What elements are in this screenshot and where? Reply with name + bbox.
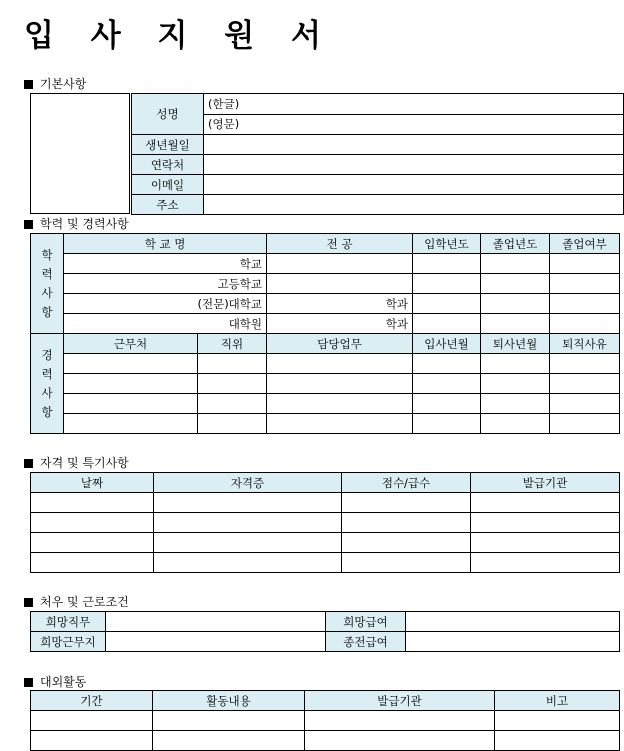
career-row [31, 414, 620, 434]
square-bullet-icon [24, 220, 33, 229]
career-header-position: 직위 [198, 334, 267, 354]
activities-cell[interactable] [153, 731, 305, 751]
career-cell[interactable] [198, 374, 267, 394]
edu-status-cell[interactable] [550, 294, 620, 314]
name-english-field[interactable] [204, 114, 624, 135]
basic-info-table [131, 93, 624, 215]
section-basic-label: 기본사항 [40, 77, 87, 91]
desired-salary-field[interactable] [406, 612, 620, 632]
career-cell[interactable] [481, 374, 550, 394]
career-cell[interactable] [267, 394, 413, 414]
career-cell[interactable] [267, 354, 413, 374]
edu-major-cell[interactable]: 학과 [267, 314, 413, 334]
career-cell[interactable] [481, 414, 550, 434]
section-certs-label: 자격 및 특기사항 [40, 456, 129, 470]
activities-cell[interactable] [31, 731, 153, 751]
activities-cell[interactable] [495, 731, 620, 751]
activities-header-issuer: 발급기관 [305, 691, 495, 711]
activities-table [30, 690, 620, 751]
certs-cell[interactable] [154, 513, 342, 533]
certs-cell[interactable] [154, 553, 342, 573]
activities-row [31, 711, 620, 731]
edu-major-cell[interactable] [267, 274, 413, 294]
desired-job-field[interactable] [106, 612, 326, 632]
edu-school-cell[interactable]: 고등학교 [64, 274, 267, 294]
certs-header-date: 날짜 [31, 473, 154, 493]
certs-cell[interactable] [31, 553, 154, 573]
career-cell[interactable] [413, 414, 481, 434]
square-bullet-icon [24, 678, 33, 687]
career-cell[interactable] [413, 394, 481, 414]
name-korean-field[interactable] [204, 94, 624, 115]
address-field[interactable] [204, 195, 624, 215]
career-cell[interactable] [481, 354, 550, 374]
section-conditions-label: 처우 및 근로조건 [40, 595, 129, 609]
section-edu-label: 학력 및 경력사항 [40, 217, 129, 231]
birth-field[interactable] [204, 135, 624, 155]
name-label: 성명 [132, 94, 204, 135]
section-certs-heading [24, 454, 129, 471]
certs-header-issuer: 발급기관 [471, 473, 620, 493]
career-header-duty: 담당업무 [267, 334, 413, 354]
career-cell[interactable] [198, 414, 267, 434]
edu-grad-cell[interactable] [481, 274, 550, 294]
certs-cell[interactable] [342, 513, 471, 533]
certs-cell[interactable] [471, 533, 620, 553]
career-row [31, 374, 620, 394]
page-title: 입 사 지 원 서 [24, 18, 334, 54]
certs-cell[interactable] [471, 513, 620, 533]
certs-table [30, 472, 620, 573]
edu-grad-cell[interactable] [481, 314, 550, 334]
career-cell[interactable] [267, 414, 413, 434]
career-cell[interactable] [413, 374, 481, 394]
square-bullet-icon [24, 459, 33, 468]
activities-cell[interactable] [153, 711, 305, 731]
activities-header-note: 비고 [495, 691, 620, 711]
desired-job-label: 희망직무 [31, 612, 106, 632]
edu-status-cell[interactable] [550, 314, 620, 334]
edu-status-cell[interactable] [550, 274, 620, 294]
edu-header-major: 전 공 [267, 234, 413, 254]
certs-header-cert: 자격증 [154, 473, 342, 493]
section-conditions-heading [24, 593, 129, 610]
career-cell[interactable] [64, 394, 198, 414]
career-cell[interactable] [550, 414, 620, 434]
career-side-label: 경력사항 [31, 334, 64, 434]
edu-school-cell[interactable]: 학교 [64, 254, 267, 274]
activities-cell[interactable] [305, 711, 495, 731]
career-row [31, 394, 620, 414]
square-bullet-icon [24, 598, 33, 607]
career-cell[interactable] [267, 374, 413, 394]
activities-row [31, 731, 620, 751]
career-header-leave: 퇴사년월 [481, 334, 550, 354]
career-header-company: 근무처 [64, 334, 198, 354]
career-cell[interactable] [198, 354, 267, 374]
edu-status-cell[interactable] [550, 254, 620, 274]
certs-cell[interactable] [342, 493, 471, 513]
photo-box[interactable] [30, 93, 130, 214]
certs-cell[interactable] [471, 553, 620, 573]
career-cell[interactable] [550, 394, 620, 414]
contact-label: 연락처 [132, 155, 204, 175]
previous-salary-label: 종전급여 [326, 632, 406, 652]
career-cell[interactable] [64, 414, 198, 434]
certs-cell[interactable] [154, 533, 342, 553]
certs-row [31, 533, 620, 553]
conditions-table [30, 611, 620, 652]
edu-major-cell[interactable] [267, 254, 413, 274]
previous-salary-field[interactable] [406, 632, 620, 652]
activities-header-period: 기간 [31, 691, 153, 711]
certs-row [31, 493, 620, 513]
name-korean-hint: (한글) [208, 96, 240, 111]
certs-cell[interactable] [342, 553, 471, 573]
section-basic-heading [24, 75, 86, 92]
square-bullet-icon [24, 80, 33, 89]
edu-major-cell[interactable]: 학과 [267, 294, 413, 314]
certs-row [31, 553, 620, 573]
desired-location-label: 희망근무지 [31, 632, 106, 652]
activities-header-content: 활동내용 [153, 691, 305, 711]
address-label: 주소 [132, 195, 204, 215]
edu-school-cell[interactable]: (전문)대학교 [64, 294, 267, 314]
edu-grad-cell[interactable] [481, 294, 550, 314]
career-cell[interactable] [64, 354, 198, 374]
career-row [31, 354, 620, 374]
certs-header-score: 점수/급수 [342, 473, 471, 493]
edu-entry-cell[interactable] [413, 314, 481, 334]
section-activities-heading [24, 673, 86, 690]
certs-cell[interactable] [31, 533, 154, 553]
email-field[interactable] [204, 175, 624, 195]
birth-label: 생년월일 [132, 135, 204, 155]
career-header-join: 입사년월 [413, 334, 481, 354]
activities-cell[interactable] [31, 711, 153, 731]
career-cell[interactable] [64, 374, 198, 394]
edu-header-grad: 졸업년도 [481, 234, 550, 254]
edu-career-table [30, 233, 620, 434]
career-cell[interactable] [550, 374, 620, 394]
career-cell[interactable] [550, 354, 620, 374]
career-cell[interactable] [198, 394, 267, 414]
certs-cell[interactable] [154, 493, 342, 513]
edu-header-entry: 입학년도 [413, 234, 481, 254]
edu-entry-cell[interactable] [413, 294, 481, 314]
career-cell[interactable] [413, 354, 481, 374]
desired-salary-label: 희망급여 [326, 612, 406, 632]
activities-cell[interactable] [305, 731, 495, 751]
section-activities-label: 대외활동 [40, 675, 87, 689]
activities-cell[interactable] [495, 711, 620, 731]
certs-cell[interactable] [31, 493, 154, 513]
section-edu-heading [24, 215, 129, 232]
certs-row [31, 513, 620, 533]
name-english-hint: (영문) [208, 117, 240, 132]
edu-header-school: 학 교 명 [64, 234, 267, 254]
desired-location-field[interactable] [106, 632, 326, 652]
career-header-reason: 퇴직사유 [550, 334, 620, 354]
certs-cell[interactable] [31, 513, 154, 533]
edu-school-cell[interactable]: 대학원 [64, 314, 267, 334]
edu-entry-cell[interactable] [413, 254, 481, 274]
certs-cell[interactable] [342, 533, 471, 553]
email-label: 이메일 [132, 175, 204, 195]
edu-grad-cell[interactable] [481, 254, 550, 274]
certs-cell[interactable] [471, 493, 620, 513]
contact-field[interactable] [204, 155, 624, 175]
edu-entry-cell[interactable] [413, 274, 481, 294]
edu-header-status: 졸업여부 [550, 234, 620, 254]
edu-side-label: 학력사항 [31, 234, 64, 334]
career-cell[interactable] [481, 394, 550, 414]
